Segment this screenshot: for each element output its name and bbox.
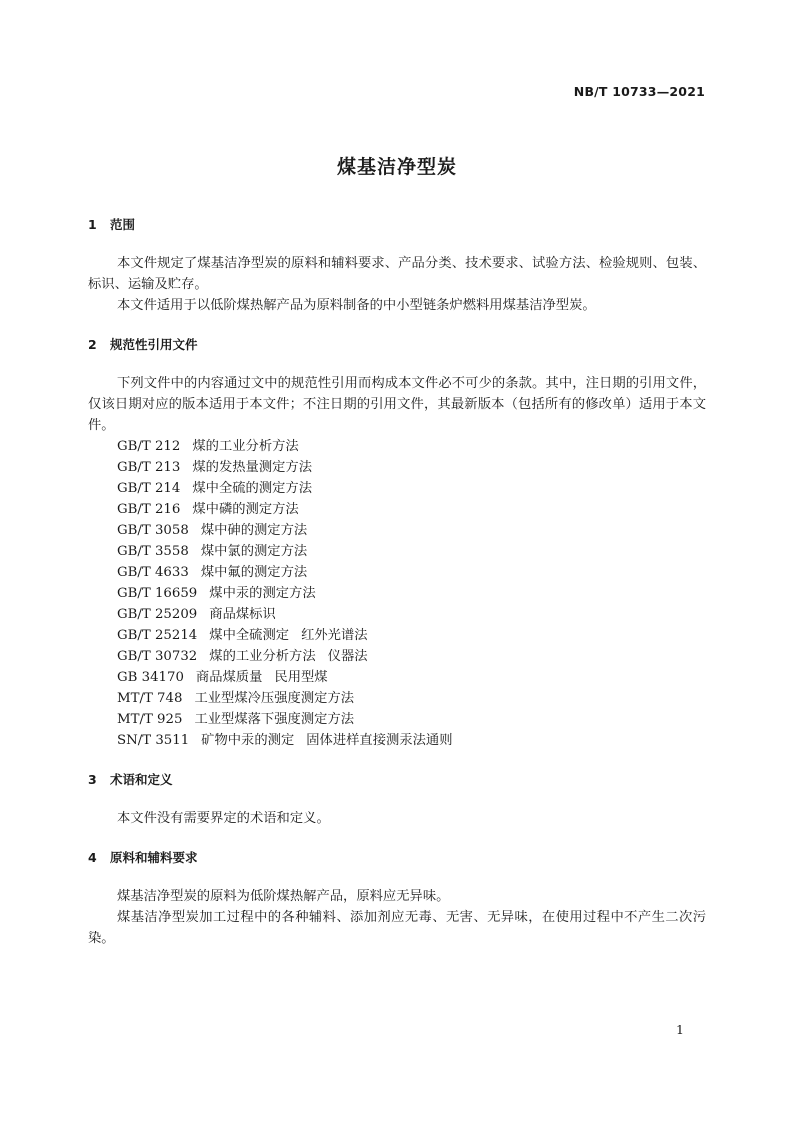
reference-title: 煤中砷的测定方法 [200, 523, 308, 538]
section-scope [88, 214, 706, 316]
reference-item [88, 646, 706, 667]
document-body [88, 214, 706, 949]
reference-code: GB/T 30732 [117, 649, 198, 664]
reference-title: 工业型煤落下强度测定方法 [194, 712, 355, 727]
reference-item [88, 499, 706, 520]
section-terms-definitions [88, 769, 706, 829]
reference-item [88, 562, 706, 583]
reference-title: 煤中氯的测定方法 [200, 544, 308, 559]
reference-item [88, 688, 706, 709]
reference-item [88, 604, 706, 625]
reference-code: GB 34170 [117, 670, 184, 685]
paragraph: 下列文件中的内容通过文中的规范性引用而构成本文件必不可少的条款。其中，注日期的引用文件，仅该日期对应的版本适用于本文件；不注日期的引用文件，其最新版本（包括所有的修改单）适用于本文件。 [88, 376, 706, 433]
section-number: 4 [88, 850, 97, 865]
section-heading [88, 214, 706, 235]
reference-item [88, 730, 706, 751]
paragraph: 本文件适用于以低阶煤热解产品为原料制备的中小型链条炉燃料用煤基洁净型炭。 [117, 298, 596, 313]
reference-subtitle: 固体进样直接测汞法通则 [306, 733, 453, 748]
reference-subtitle: 仪器法 [327, 649, 368, 664]
standard-number: NB/T 10733—2021 [573, 84, 705, 99]
reference-code: GB/T 25214 [117, 628, 198, 643]
paragraph: 本文件没有需要界定的术语和定义。 [117, 811, 330, 826]
reference-subtitle: 红外光谱法 [301, 628, 368, 643]
reference-title: 煤中全硫的测定方法 [192, 481, 313, 496]
reference-title: 工业型煤冷压强度测定方法 [194, 691, 355, 706]
reference-item [88, 457, 706, 478]
reference-title: 煤的发热量测定方法 [192, 460, 313, 475]
reference-item [88, 541, 706, 562]
reference-item [88, 583, 706, 604]
reference-code: MT/T 748 [117, 691, 183, 706]
reference-code: GB/T 3058 [117, 523, 189, 538]
paragraph: 本文件规定了煤基洁净型炭的原料和辅料要求、产品分类、技术要求、试验方法、检验规则、包装、标识、运输及贮存。 [88, 256, 706, 292]
reference-title: 煤中磷的测定方法 [192, 502, 299, 517]
section-number: 2 [88, 337, 97, 352]
reference-title: 煤中氟的测定方法 [200, 565, 308, 580]
reference-code: GB/T 214 [117, 481, 181, 496]
reference-title: 煤中汞的测定方法 [209, 586, 316, 601]
reference-item [88, 625, 706, 646]
reference-code: GB/T 4633 [117, 565, 189, 580]
reference-title: 商品煤质量 [195, 670, 263, 685]
reference-code: GB/T 16659 [117, 586, 198, 601]
reference-code: MT/T 925 [117, 712, 183, 727]
section-heading [88, 769, 706, 790]
section-heading [88, 334, 706, 355]
section-title: 术语和定义 [110, 772, 173, 787]
section-title: 原料和辅料要求 [110, 850, 198, 865]
reference-title: 煤中全硫测定 [209, 628, 290, 643]
paragraph: 煤基洁净型炭的原料为低阶煤热解产品，原料应无异味。 [117, 889, 450, 904]
page-number: 1 [676, 1022, 684, 1037]
section-title: 规范性引用文件 [110, 337, 198, 352]
reference-title: 煤的工业分析方法 [209, 649, 316, 664]
reference-subtitle: 民用型煤 [274, 670, 328, 685]
reference-item [88, 520, 706, 541]
section-raw-materials [88, 847, 706, 949]
reference-title: 商品煤标识 [209, 607, 276, 622]
section-number: 1 [88, 217, 97, 232]
reference-code: GB/T 213 [117, 460, 181, 475]
section-number: 3 [88, 772, 97, 787]
reference-item [88, 709, 706, 730]
reference-title: 煤的工业分析方法 [192, 439, 299, 454]
section-normative-references [88, 334, 706, 751]
section-heading [88, 847, 706, 868]
reference-title: 矿物中汞的测定 [201, 733, 295, 748]
paragraph: 煤基洁净型炭加工过程中的各种辅料、添加剂应无毒、无害、无异味，在使用过程中不产生二次污染。 [88, 910, 706, 946]
reference-code: SN/T 3511 [117, 733, 190, 748]
reference-item [88, 436, 706, 457]
reference-code: GB/T 216 [117, 502, 181, 517]
reference-list [88, 436, 706, 751]
reference-code: GB/T 3558 [117, 544, 189, 559]
reference-item [88, 478, 706, 499]
reference-code: GB/T 25209 [117, 607, 198, 622]
section-title: 范围 [110, 217, 136, 232]
reference-code: GB/T 212 [117, 439, 181, 454]
document-title: 煤基洁净型炭 [336, 156, 457, 178]
reference-item [88, 667, 706, 688]
